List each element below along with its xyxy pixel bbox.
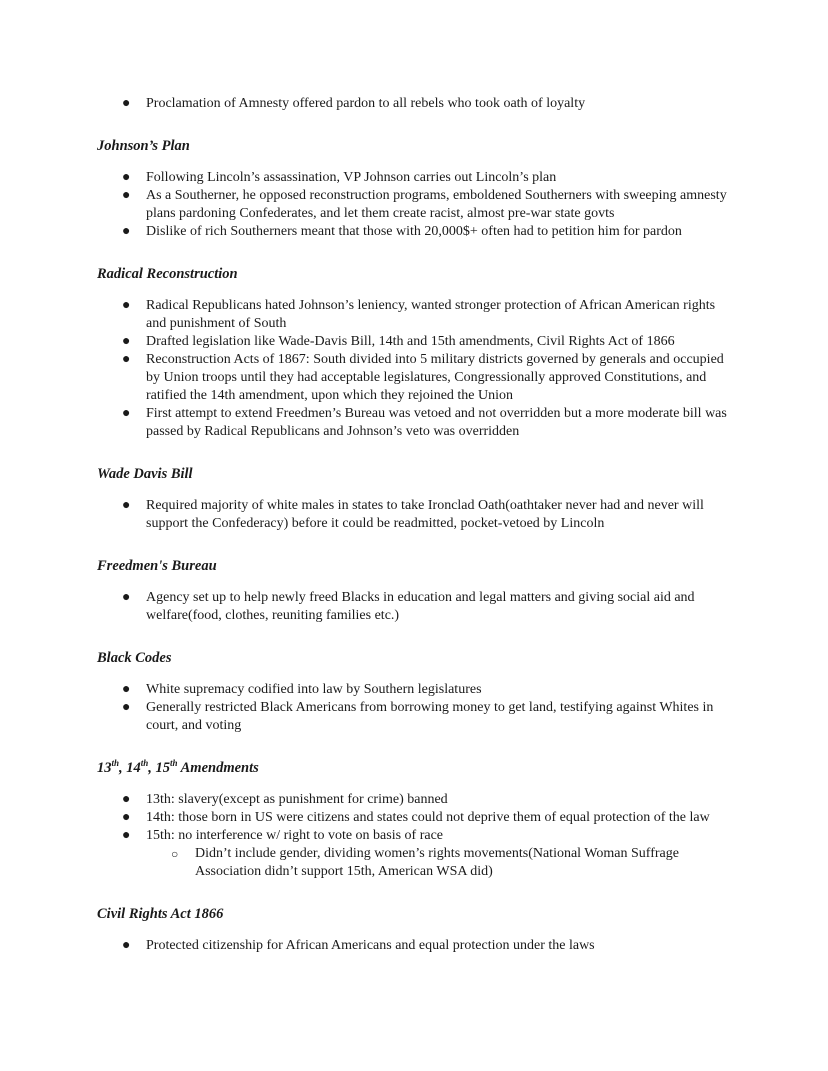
heading-part: 13	[97, 760, 112, 776]
bullet-list	[97, 169, 732, 241]
bullet-icon: ●	[122, 334, 131, 349]
section-johnsons-plan	[97, 137, 732, 241]
bullet-text: Following Lincoln’s assassination, VP Johnson carries out Lincoln’s plan	[146, 170, 557, 185]
bullet-icon: ●	[122, 828, 131, 843]
bullet-text: 14th: those born in US were citizens and states could not deprive them of equal protection of the law	[146, 810, 710, 825]
sub-bullet-list	[146, 845, 732, 881]
bullet-icon: ●	[122, 406, 131, 421]
bullet-icon: ●	[122, 682, 131, 697]
bullet-icon: ●	[122, 352, 131, 367]
bullet-text: Reconstruction Acts of 1867: South divided into 5 military districts governed by generals and occupied by Union troops until they had acceptable legislatures, Congressionally approved Constitutions, and ratified the 14th amendment, upon which they rejoined the Union	[146, 352, 724, 403]
bullet-text: Drafted legislation like Wade-Davis Bill, 14th and 15th amendments, Civil Rights Act of 1866	[146, 334, 675, 349]
section-intro	[97, 95, 732, 113]
bullet-icon: ●	[122, 590, 131, 605]
bullet-icon: ●	[122, 170, 131, 185]
bullet-text: 15th: no interference w/ right to vote on basis of race	[146, 828, 444, 843]
bullet-list	[97, 681, 732, 735]
list-item	[97, 405, 732, 441]
list-item	[97, 187, 732, 223]
bullet-text: White supremacy codified into law by Southern legislatures	[146, 682, 482, 697]
heading-superscript: th	[170, 758, 178, 769]
hollow-bullet-icon: ○	[171, 847, 179, 861]
section-radical-reconstruction	[97, 265, 732, 441]
list-item	[97, 351, 732, 405]
section-heading: Black Codes	[97, 650, 172, 666]
section-civil-rights-act	[97, 905, 732, 955]
bullet-text: Agency set up to help newly freed Blacks in education and legal matters and giving social aid and welfare(food, clothes, reuniting families etc.)	[146, 590, 695, 623]
bullet-text: Radical Republicans hated Johnson’s leniency, wanted stronger protection of African American rights and punishment of South	[146, 298, 716, 331]
list-item	[97, 827, 732, 881]
bullet-list	[97, 95, 732, 113]
bullet-icon: ●	[122, 96, 131, 111]
list-item	[97, 589, 732, 625]
list-item	[97, 497, 732, 533]
bullet-text: As a Southerner, he opposed reconstruction programs, emboldened Southerners with sweeping amnesty plans pardoning Confederates, and let them create racist, almost pre-war state govts	[146, 188, 727, 221]
list-item	[97, 937, 732, 955]
bullet-icon: ●	[122, 810, 131, 825]
section-black-codes	[97, 649, 732, 735]
section-heading: Civil Rights Act 1866	[97, 906, 224, 922]
list-item	[97, 95, 732, 113]
section-amendments	[97, 759, 732, 881]
heading-superscript: th	[111, 758, 120, 769]
bullet-text: First attempt to extend Freedmen’s Bureau was vetoed and not overridden but a more moderate bill was passed by Radical Republicans and Johnson’s veto was overridden	[146, 406, 727, 439]
bullet-list	[97, 589, 732, 625]
list-item	[97, 223, 732, 241]
bullet-list	[97, 297, 732, 441]
section-heading: Freedmen's Bureau	[97, 558, 217, 574]
heading-superscript: th	[140, 758, 149, 769]
bullet-icon: ●	[122, 498, 131, 513]
bullet-list	[97, 497, 732, 533]
section-heading: Wade Davis Bill	[97, 466, 193, 482]
heading-part: Amendments	[177, 760, 259, 776]
bullet-icon: ●	[122, 700, 131, 715]
bullet-list	[97, 937, 732, 955]
list-item	[97, 791, 732, 809]
bullet-text: Protected citizenship for African Americans and equal protection under the laws	[146, 938, 595, 953]
bullet-list	[97, 791, 732, 881]
bullet-text: Proclamation of Amnesty offered pardon to all rebels who took oath of loyalty	[146, 96, 586, 111]
list-item	[97, 333, 732, 351]
section-heading: Radical Reconstruction	[97, 266, 238, 282]
bullet-text: Generally restricted Black Americans from borrowing money to get land, testifying against Whites in court, and voting	[146, 700, 714, 733]
heading-part: , 15	[148, 760, 171, 776]
bullet-icon: ●	[122, 224, 131, 239]
section-heading: Johnson’s Plan	[97, 138, 190, 154]
list-item	[97, 809, 732, 827]
list-item	[97, 169, 732, 187]
section-freedmens-bureau	[97, 557, 732, 625]
bullet-text: Required majority of white males in states to take Ironclad Oath(oathtaker never had and never will support the Confederacy) before it could be readmitted, pocket-vetoed by Lincoln	[146, 498, 704, 531]
bullet-text: Dislike of rich Southerners meant that those with 20,000$+ often had to petition him for pardon	[146, 224, 682, 239]
heading-part: , 14	[119, 760, 141, 776]
bullet-icon: ●	[122, 188, 131, 203]
list-item	[97, 699, 732, 735]
bullet-icon: ●	[122, 298, 131, 313]
section-wade-davis-bill	[97, 465, 732, 533]
list-item	[97, 297, 732, 333]
list-item	[97, 681, 732, 699]
bullet-text: 13th: slavery(except as punishment for crime) banned	[146, 792, 448, 807]
bullet-icon: ●	[122, 792, 131, 807]
sub-list-item	[146, 845, 732, 881]
bullet-icon: ●	[122, 938, 131, 953]
section-heading	[97, 759, 732, 777]
sub-bullet-text: Didn’t include gender, dividing women’s rights movements(National Woman Suffrage Association didn’t support 15th, American WSA did)	[195, 846, 679, 879]
